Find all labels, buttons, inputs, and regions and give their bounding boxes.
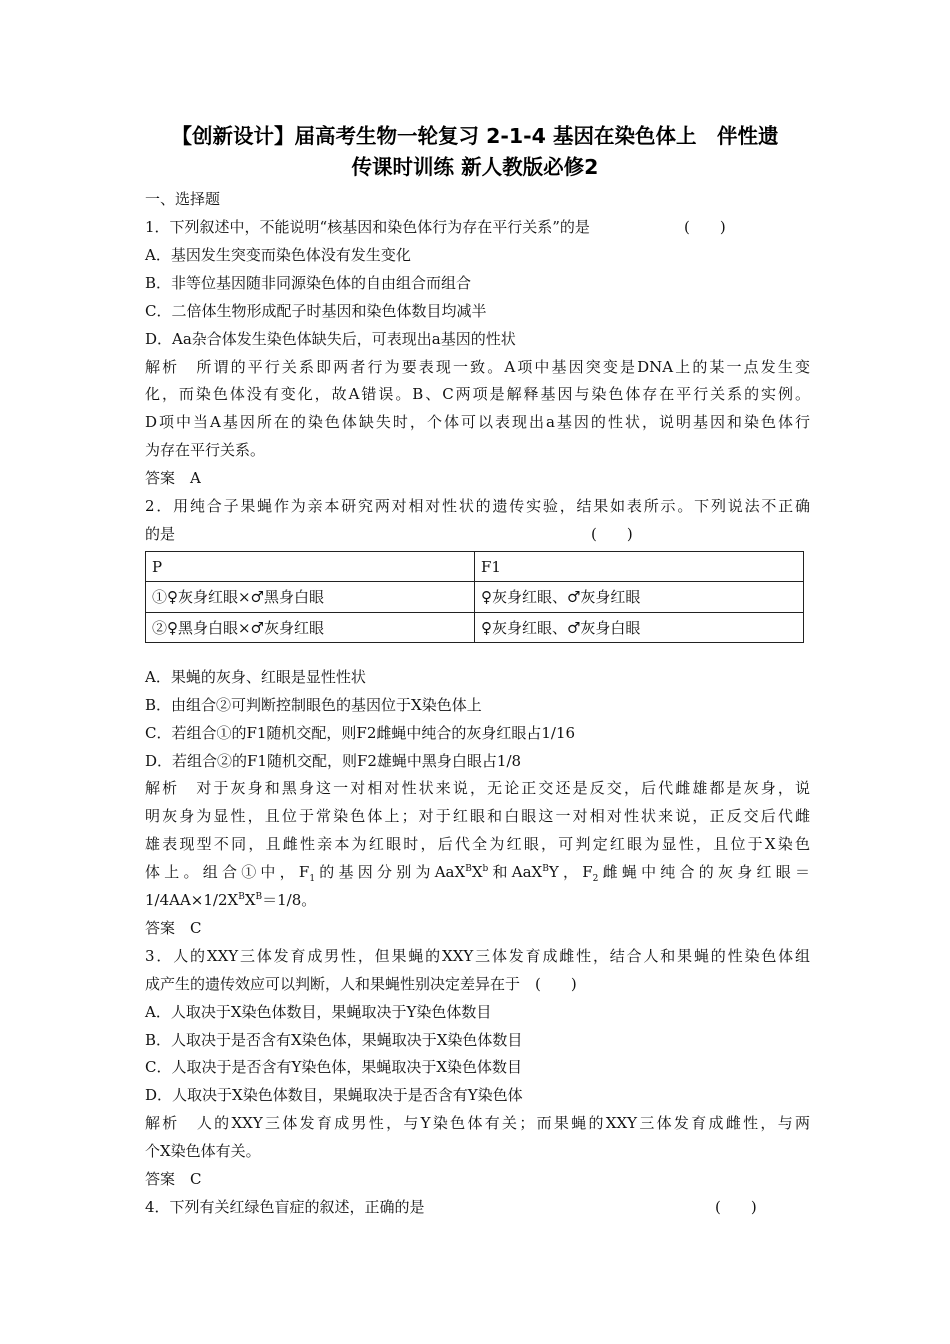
- q1-analysis-line: 为存在平行关系。: [145, 441, 266, 459]
- q3-option-b: B．人取决于是否含有X染色体，果蝇取决于X染色体数目: [145, 1031, 523, 1049]
- q1-answer: 答案 A: [145, 469, 201, 487]
- q4-answer-paren: ( ): [715, 1198, 757, 1216]
- q3-option-c: C．人取决于是否含有Y染色体，果蝇取决于X染色体数目: [145, 1058, 523, 1076]
- q1-option-c: C．二倍体生物形成配子时基因和染色体数目均减半: [145, 302, 487, 320]
- q4-stem-line: [145, 1197, 810, 1217]
- title-line-2: 传课时训练 新人教版必修2: [351, 155, 599, 179]
- q1-analysis-line: 解析 所谓的平行关系即两者行为要表现一致。A项中基因突变是DNA上的某一点发生变: [145, 358, 810, 376]
- q2-analysis-line-genotypes: 体上。组合①中，$F_1$的基因分别为$AaX^BX^b$和AaX$^B$Y，$F_2$雌蝇中纯合的灰身红眼＝: [145, 863, 810, 884]
- q1-option-a: A．基因发生突变而染色体没有发生变化: [145, 246, 411, 264]
- table-header-row: [146, 552, 804, 582]
- q1-option-d: D．Aa杂合体发生染色体缺失后，可表现出a基因的性状: [145, 330, 516, 348]
- section-heading: 一、选择题: [145, 190, 221, 208]
- q4-stem: 4．下列有关红绿色盲症的叙述，正确的是: [145, 1198, 425, 1216]
- q2-analysis-line: 雄表现型不同，且雌性亲本为红眼时，后代全为红眼，可判定红眼为显性，且位于X染色: [145, 835, 810, 853]
- q1-stem-line: [145, 217, 810, 237]
- table-header-cell: F1: [475, 552, 804, 582]
- table-row: [146, 582, 804, 612]
- table-cell: ①♀灰身红眼×♂黑身白眼: [146, 582, 475, 612]
- table-cell: ♀灰身红眼、♂灰身红眼: [475, 582, 804, 612]
- table-cell: ♀灰身红眼、♂灰身白眼: [475, 612, 804, 642]
- q3-analysis-line: 个X染色体有关。: [145, 1142, 261, 1160]
- q1-analysis-line: D项中当A基因所在的染色体缺失时，个体可以表现出a基因的性状，说明基因和染色体行: [145, 413, 810, 431]
- q2-option-d: D．若组合②的F1随机交配，则F2雄蝇中黑身白眼占1/8: [145, 752, 522, 770]
- cross-results-table: [145, 551, 804, 643]
- table-cell: ②♀黑身白眼×♂灰身红眼: [146, 612, 475, 642]
- q2-stem-line-2: [145, 524, 810, 544]
- q1-stem: 1．下列叙述中，不能说明“核基因和染色体行为存在平行关系”的是: [145, 218, 590, 236]
- q3-analysis-line: 解析 人的XXY三体发育成男性，与Y染色体有关；而果蝇的XXY三体发育成雌性，与两: [145, 1114, 810, 1132]
- q2-stem-end: 的是: [145, 525, 176, 543]
- q3-option-a: A．人取决于X染色体数目，果蝇取决于Y染色体数目: [145, 1003, 492, 1021]
- q2-analysis-line: 明灰身为显性，且位于常染色体上；对于红眼和白眼这一对相对性状来说，正反交后代雌: [145, 807, 810, 825]
- q2-answer-paren: ( ): [591, 525, 633, 543]
- document-title: [110, 121, 840, 183]
- q3-answer: 答案 C: [145, 1170, 202, 1188]
- q2-option-a: A．果蝇的灰身、红眼是显性性状: [145, 668, 366, 686]
- q2-option-b: B．由组合②可判断控制眼色的基因位于X染色体上: [145, 696, 482, 714]
- q1-option-b: B．非等位基因随非同源染色体的自由组合而组合: [145, 274, 472, 292]
- q3-stem-line: 3．人的XXY三体发育成男性，但果蝇的XXY三体发育成雌性，结合人和果蝇的性染色体组: [145, 947, 810, 965]
- q2-stem-line: 2．用纯合子果蝇作为亲本研究两对相对性状的遗传实验，结果如表所示。下列说法不正确: [145, 497, 810, 515]
- q2-option-c: C．若组合①的F1随机交配，则F2雌蝇中纯合的灰身红眼占1/16: [145, 724, 576, 742]
- table-row: [146, 612, 804, 642]
- table-header-cell: P: [146, 552, 475, 582]
- q2-analysis-line: 解析 对于灰身和黑身这一对相对性状来说，无论正交还是反交，后代雌雄都是灰身，说: [145, 779, 810, 797]
- q1-answer-paren: ( ): [684, 218, 726, 236]
- q3-stem-line-2: 成产生的遗传效应可以判断，人和果蝇性别决定差异在于 ( ): [145, 975, 577, 993]
- q2-answer: 答案 C: [145, 919, 202, 937]
- title-line-1: 【创新设计】届高考生物一轮复习 2-1-4 基因在染色体上 伴性遗: [171, 124, 779, 148]
- q1-analysis-line: 化，而染色体没有变化，故A错误。B、C两项是解释基因与染色体存在平行关系的实例。: [145, 385, 810, 403]
- q3-option-d: D．人取决于X染色体数目，果蝇取决于是否含有Y染色体: [145, 1086, 523, 1104]
- q2-analysis-line-result: $1/4AA\times 1/2X^BX^B=1/8$。: [145, 891, 317, 909]
